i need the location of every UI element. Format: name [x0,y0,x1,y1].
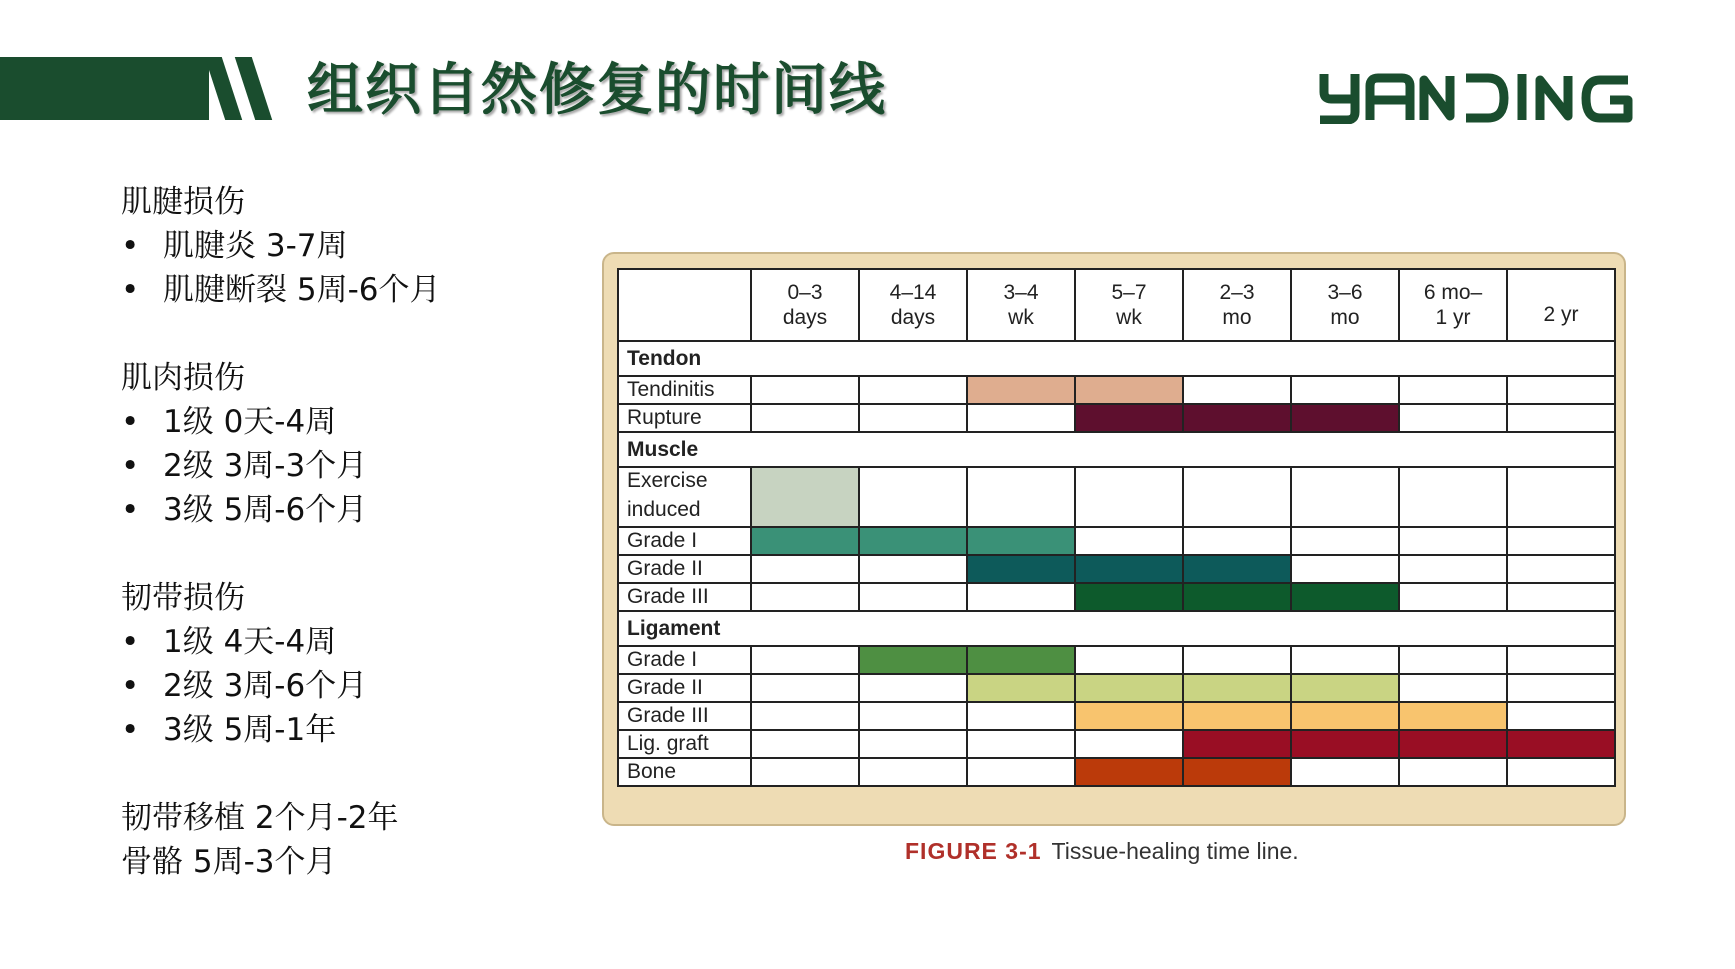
timeline-bar-cell [751,467,859,527]
timeline-empty-cell [1399,467,1507,527]
timeline-empty-cell [1183,527,1291,555]
column-header-line: 2–3 [1219,281,1255,304]
timeline-bar-cell [967,646,1075,674]
figure-caption [905,838,1299,865]
column-header-line: 5–7 [1111,281,1147,304]
tissue-healing-timeline [617,268,1616,787]
section-label: Ligament [618,611,1615,646]
timeline-empty-cell [967,467,1075,527]
row-label: Grade I [618,646,751,674]
graft-line: 韧带移植 2个月-2年 [121,800,399,836]
timeline-bar-cell [1075,583,1183,611]
muscle-heading: 肌肉损伤 [121,360,245,396]
timeline-empty-cell [967,702,1075,730]
timeline-bar-cell [859,646,967,674]
timeline-empty-cell [751,583,859,611]
timeline-empty-cell [1507,555,1615,583]
timeline-empty-cell [751,376,859,404]
row-label: Grade III [618,702,751,730]
timeline-bar-cell [1075,404,1183,432]
timeline-empty-cell [1291,527,1399,555]
ligament-item: • 2级 3周-6个月 [121,664,591,708]
timeline-empty-cell [751,555,859,583]
timeline-empty-cell [1507,404,1615,432]
timeline-empty-cell [967,730,1075,758]
page-title: 组织自然修复的时间线 [307,58,887,123]
column-header-line: mo [1330,306,1360,329]
timeline-empty-cell [1399,758,1507,786]
timeline-empty-cell [751,646,859,674]
timeline-bar-cell [1399,730,1507,758]
row-label: Grade III [618,583,751,611]
timeline-empty-cell [1399,527,1507,555]
muscle-item: • 1级 0天-4周 [121,400,591,444]
timeline-empty-cell [751,404,859,432]
timeline-bar-cell [1183,555,1291,583]
timeline-empty-cell [1399,404,1507,432]
timeline-empty-cell [751,674,859,702]
timeline-empty-cell [1399,646,1507,674]
column-header-line: 0–3 [787,281,823,304]
column-header-line: days [782,306,828,329]
timeline-bar-cell [967,674,1075,702]
tendon-heading: 肌腱损伤 [121,184,245,220]
timeline-empty-cell [1399,376,1507,404]
timeline-bar-cell [967,555,1075,583]
timeline-bar-cell [1291,674,1399,702]
column-header-line: 4–14 [889,281,937,304]
timeline-empty-cell [859,376,967,404]
timeline-empty-cell [859,674,967,702]
header-band [0,57,209,120]
timeline-bar-cell [1291,730,1399,758]
timeline-empty-cell [751,730,859,758]
row-label: Grade I [618,527,751,555]
timeline-empty-cell [1291,646,1399,674]
timeline-empty-cell [1507,467,1615,527]
timeline-bar-cell [1075,674,1183,702]
timeline-bar-cell [859,527,967,555]
row-label: Grade II [618,555,751,583]
timeline-empty-cell [1075,730,1183,758]
column-header-line: mo [1222,306,1252,329]
timeline-bar-cell [967,527,1075,555]
row-label: Tendinitis [618,376,751,404]
timeline-empty-cell [967,404,1075,432]
timeline-empty-cell [1291,467,1399,527]
timeline-empty-cell [1399,555,1507,583]
timeline-bar-cell [1183,404,1291,432]
timeline-bar-cell [1183,730,1291,758]
column-header-line: 3–4 [1003,281,1039,304]
ligament-item: • 1级 4天-4周 [121,620,591,664]
column-header [967,269,1075,341]
timeline-bar-cell [1075,758,1183,786]
timeline-empty-cell [1291,555,1399,583]
yanding-logo [1318,72,1636,124]
timeline-bar-cell [1399,702,1507,730]
notes-column [121,180,591,884]
timeline-empty-cell [1399,583,1507,611]
ligament-item: • 3级 5周-1年 [121,708,591,752]
timeline-bar-cell [1183,674,1291,702]
ligament-heading: 韧带损伤 [121,580,245,616]
timeline-bar-cell [1075,555,1183,583]
timeline-empty-cell [1291,758,1399,786]
row-label-line: Exercise [627,469,708,492]
column-header-line: 6 mo– [1423,281,1483,304]
timeline-empty-cell [1075,527,1183,555]
grid-corner-cell [618,269,751,341]
timeline-empty-cell [859,583,967,611]
column-header-line: 3–6 [1327,281,1363,304]
row-label-line: induced [627,498,701,521]
timeline-empty-cell [859,702,967,730]
timeline-bar-cell [1291,404,1399,432]
timeline-bar-cell [1075,702,1183,730]
timeline-empty-cell [1507,583,1615,611]
section-label: Tendon [618,341,1615,376]
row-label: Lig. graft [618,730,751,758]
timeline-empty-cell [1183,376,1291,404]
timeline-empty-cell [751,758,859,786]
column-header [1075,269,1183,341]
column-header [859,269,967,341]
timeline-empty-cell [859,404,967,432]
row-label: Rupture [618,404,751,432]
tendon-item: • 肌腱断裂 5周-6个月 [121,268,591,312]
timeline-bar-cell [1183,583,1291,611]
timeline-empty-cell [967,583,1075,611]
timeline-empty-cell [1075,467,1183,527]
column-header-line: wk [1116,306,1142,329]
column-header [1183,269,1291,341]
timeline-empty-cell [967,758,1075,786]
timeline-bar-cell [1183,702,1291,730]
timeline-empty-cell [1291,376,1399,404]
timeline-bar-cell [1291,583,1399,611]
timeline-bar-cell [751,527,859,555]
timeline-bar-cell [1183,758,1291,786]
timeline-bar-cell [1291,702,1399,730]
timeline-empty-cell [859,555,967,583]
column-header [1399,269,1507,341]
timeline-bar-cell [967,376,1075,404]
header-slash-2 [235,57,272,120]
bone-line: 骨骼 5周-3个月 [121,844,337,880]
timeline-bar-cell [1507,730,1615,758]
timeline-empty-cell [859,730,967,758]
timeline-empty-cell [1507,758,1615,786]
timeline-empty-cell [1399,674,1507,702]
timeline-empty-cell [1507,646,1615,674]
header-slash-1 [205,57,242,120]
timeline-empty-cell [1183,467,1291,527]
timeline-bar-cell [1075,376,1183,404]
timeline-empty-cell [859,467,967,527]
timeline-empty-cell [1183,646,1291,674]
column-header [1507,269,1615,341]
column-header-line: 1 yr [1435,306,1471,329]
column-header-line: 2 yr [1543,302,1579,326]
timeline-empty-cell [1507,376,1615,404]
figure-number: FIGURE 3-1 [905,838,1042,864]
column-header [1291,269,1399,341]
tendon-item: • 肌腱炎 3-7周 [121,224,591,268]
column-header-line: wk [1008,306,1034,329]
figure-caption-text: Tissue-healing time line. [1051,838,1299,864]
timeline-empty-cell [1075,646,1183,674]
muscle-item: • 3级 5周-6个月 [121,488,591,532]
column-header [751,269,859,341]
section-label: Muscle [618,432,1615,467]
row-label [618,467,751,527]
row-label: Bone [618,758,751,786]
column-header-line: days [890,306,936,329]
muscle-item: • 2级 3周-3个月 [121,444,591,488]
timeline-empty-cell [1507,702,1615,730]
row-label: Grade II [618,674,751,702]
timeline-empty-cell [859,758,967,786]
timeline-empty-cell [1507,674,1615,702]
timeline-empty-cell [751,702,859,730]
timeline-empty-cell [1507,527,1615,555]
